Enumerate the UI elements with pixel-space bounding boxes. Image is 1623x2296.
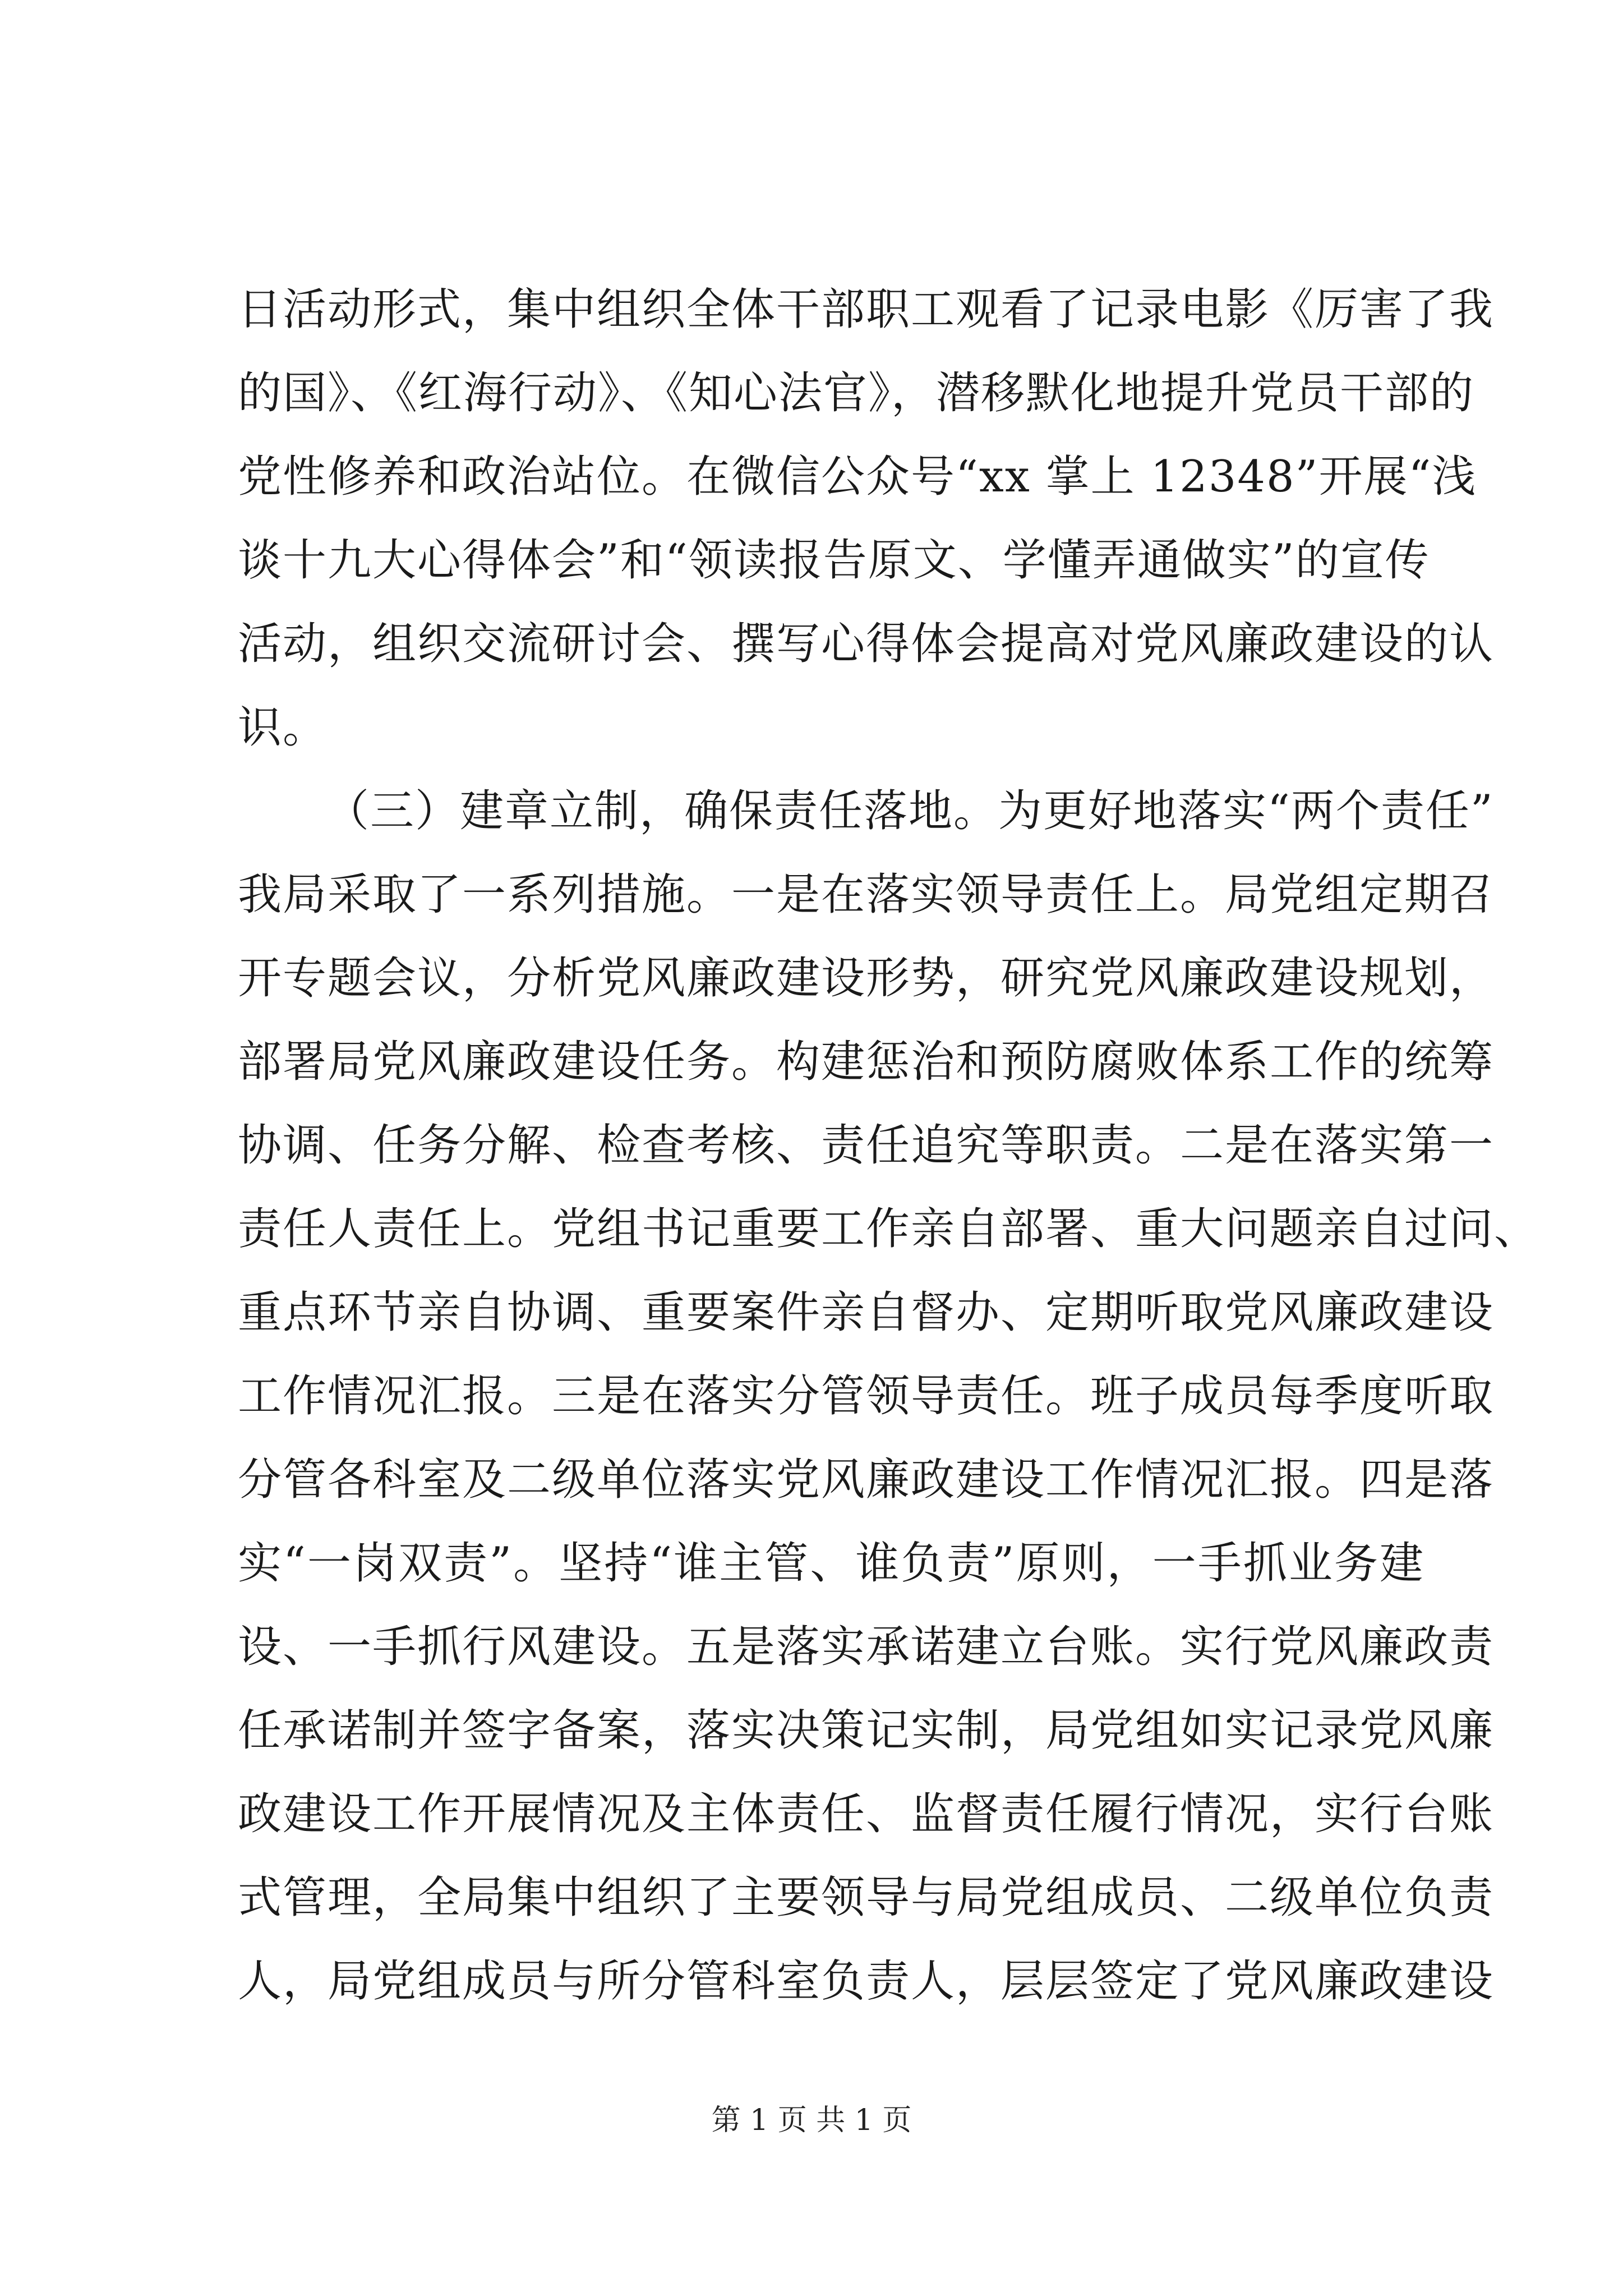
text-line: 活动，组织交流研讨会、撰写心得体会提高对党风廉政建设的认	[238, 619, 1495, 669]
text-line: 的国》、《红海行动》、《知心法官》，潜移默化地提升党员干部的	[238, 368, 1475, 418]
text-line: 设、一手抓行风建设。五是落实承诺建立台账。实行党风廉政责	[238, 1622, 1495, 1672]
text-line: 责任人责任上。党组书记重要工作亲自部署、重大问题亲自过问、	[238, 1204, 1539, 1254]
text-line: 政建设工作开展情况及主体责任、监督责任履行情况，实行台账	[238, 1789, 1495, 1839]
text-line: 开专题会议，分析党风廉政建设形势，研究党风廉政建设规划，	[238, 953, 1495, 1004]
text-line: 人，局党组成员与所分管科室负责人，层层签定了党风廉政建设	[238, 1956, 1495, 2007]
text-line: 式管理，全局集中组织了主要领导与局党组成员、二级单位负责	[238, 1872, 1495, 1923]
text-line: 识。	[238, 702, 328, 753]
text-line: 任承诺制并签字备案，落实决策记实制，局党组如实记录党风廉	[238, 1705, 1495, 1756]
text-line: 重点环节亲自协调、重要案件亲自督办、定期听取党风廉政建设	[238, 1287, 1495, 1338]
text-line: 工作情况汇报。三是在落实分管领导责任。班子成员每季度听取	[238, 1371, 1495, 1421]
page-number-footer: 第 1 页 共 1 页	[711, 2104, 912, 2137]
text-line: 分管各科室及二级单位落实党风廉政建设工作情况汇报。四是落	[238, 1455, 1495, 1505]
text-line: 党性修养和政治站位。在微信公众号“xx 掌上 12348”开展“浅	[238, 452, 1477, 502]
text-line: 部署局党风廉政建设任务。构建惩治和预防腐败体系工作的统筹	[238, 1037, 1495, 1087]
text-line: 谈十九大心得体会”和“领读报告原文、学懂弄通做实”的宣传	[238, 535, 1430, 586]
text-line: 日活动形式，集中组织全体干部职工观看了记录电影《厉害了我	[238, 284, 1495, 335]
document-body	[238, 268, 1539, 2023]
text-line: 我局采取了一系列措施。一是在落实领导责任上。局党组定期召	[238, 869, 1495, 920]
section-heading-line: （三）建章立制，确保责任落地。为更好地落实“两个责任”	[325, 786, 1494, 836]
text-line: 实“一岗双责”。坚持“谁主管、谁负责”原则，一手抓业务建	[238, 1538, 1424, 1589]
text-line: 协调、任务分解、检查考核、责任追究等职责。二是在落实第一	[238, 1120, 1495, 1171]
